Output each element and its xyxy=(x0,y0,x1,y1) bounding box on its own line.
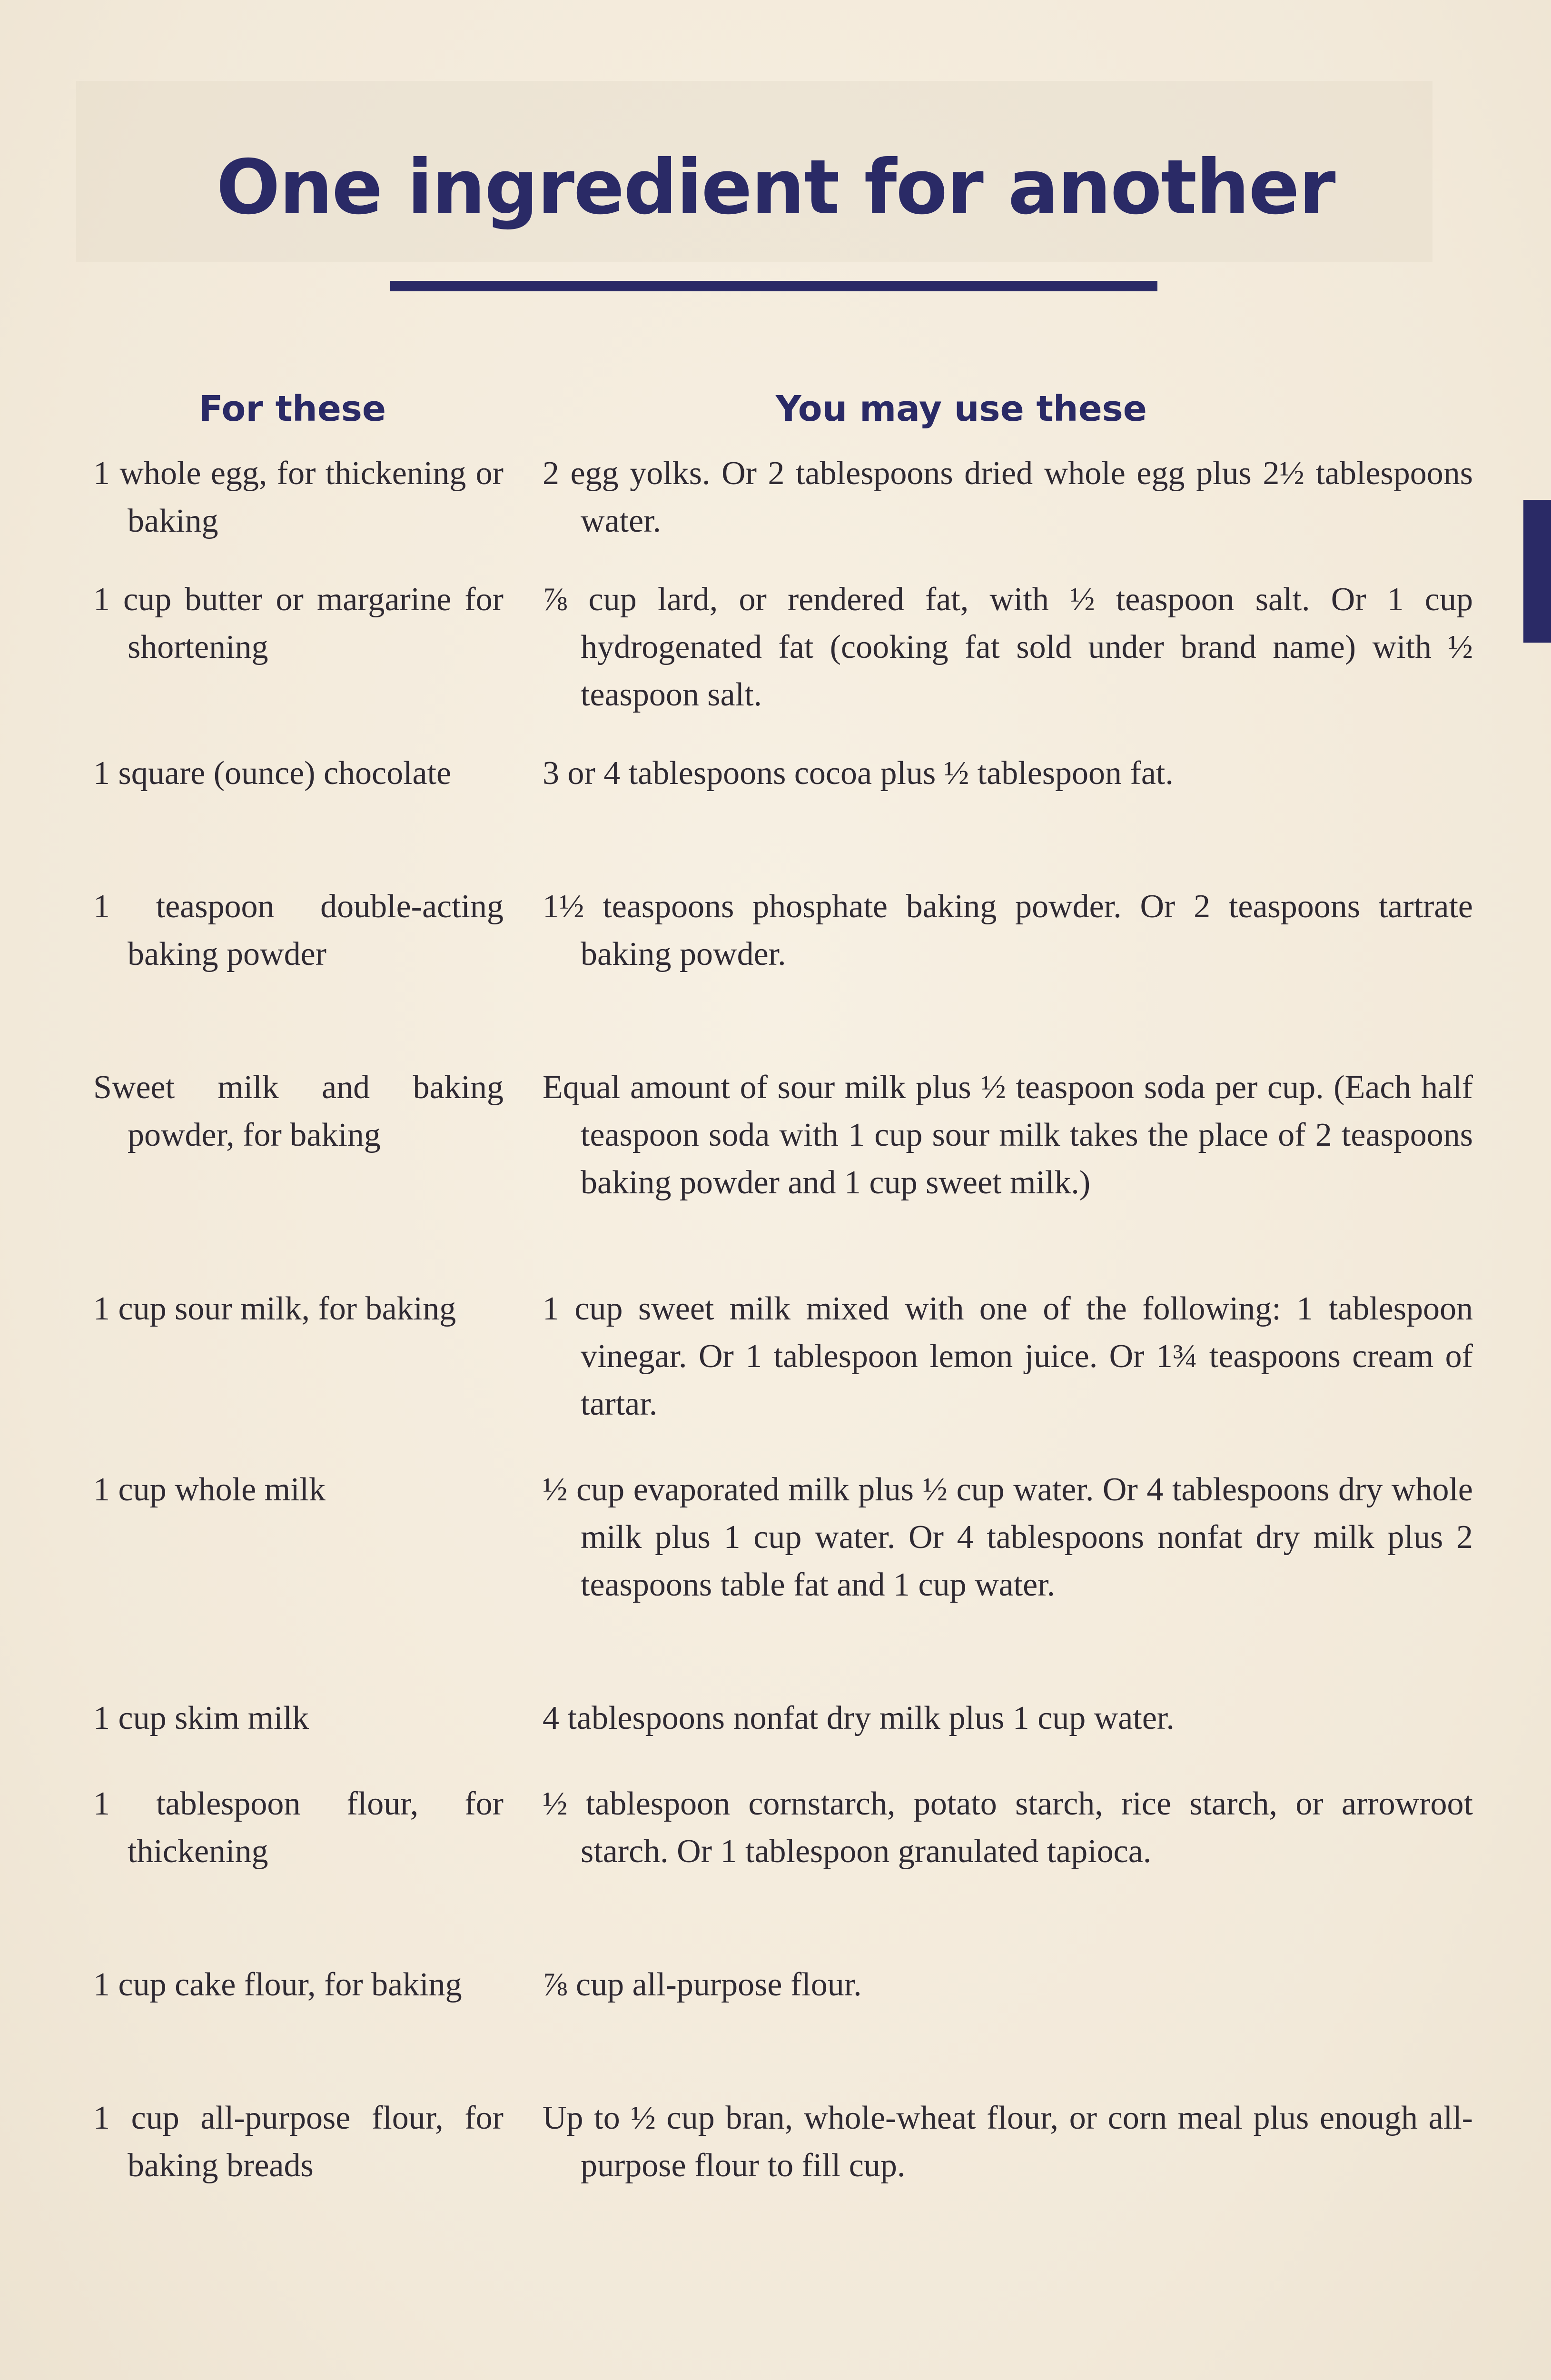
original-ingredient: Sweet milk and baking powder, for baking xyxy=(93,1069,504,1153)
column-header-for-these: For these xyxy=(199,388,386,429)
substitute-ingredient: 4 tablespoons nonfat dry milk plus 1 cup water. xyxy=(543,1700,1175,1736)
original-ingredient: 1 teaspoon double-acting baking powder xyxy=(93,888,504,972)
substitute-ingredient: 2 egg yolks. Or 2 tablespoons dried whole egg plus 2½ tablespoons water. xyxy=(543,455,1473,539)
substitute-ingredient: ½ cup evaporated milk plus ½ cup water. Or 4 tablespoons dry whole milk plus 1 cup water. Or 4 tablespoons nonfat dry milk plus 2 teaspoons table fat and 1 cup water. xyxy=(543,1471,1473,1603)
original-ingredient: 1 cup whole milk xyxy=(93,1471,326,1508)
original-ingredient: 1 cup skim milk xyxy=(93,1700,309,1736)
page-title: One ingredient for another xyxy=(216,144,1335,231)
substitute-ingredient: 3 or 4 tablespoons cocoa plus ½ tablespoon fat. xyxy=(543,755,1174,792)
substitute-ingredient: 1 cup sweet milk mixed with one of the following: 1 tablespoon vinegar. Or 1 tablespoon lemon juice. Or 1¾ teaspoons cream of tartar. xyxy=(543,1290,1473,1422)
title-underline xyxy=(390,281,1157,291)
substitute-ingredient: 1½ teaspoons phosphate baking powder. Or 2 teaspoons tartrate baking powder. xyxy=(543,888,1473,972)
substitute-ingredient: ⅞ cup all-purpose flour. xyxy=(543,1966,862,2003)
page-edge-tab xyxy=(1523,500,1551,643)
substitute-ingredient: ⅞ cup lard, or rendered fat, with ½ teaspoon salt. Or 1 cup hydrogenated fat (cooking fat sold under brand name) with ½ teaspoon salt. xyxy=(543,581,1473,713)
original-ingredient: 1 cup cake flour, for baking xyxy=(93,1966,462,2003)
original-ingredient: 1 cup sour milk, for baking xyxy=(93,1290,456,1327)
original-ingredient: 1 square (ounce) chocolate xyxy=(93,755,452,792)
column-header-you-may-use: You may use these xyxy=(776,388,1147,429)
substitute-ingredient: ½ tablespoon cornstarch, potato starch, rice starch, or arrowroot starch. Or 1 tablespoon granulated tapioca. xyxy=(543,1785,1473,1870)
original-ingredient: 1 cup butter or margarine for shortening xyxy=(93,581,504,665)
substitute-ingredient: Equal amount of sour milk plus ½ teaspoon soda per cup. (Each half teaspoon soda with 1 cup sour milk takes the place of 2 teaspoons baking powder and 1 cup sweet milk.) xyxy=(543,1069,1473,1201)
original-ingredient: 1 cup all-purpose flour, for baking breads xyxy=(93,2100,504,2184)
original-ingredient: 1 tablespoon flour, for thickening xyxy=(93,1785,504,1870)
substitute-ingredient: Up to ½ cup bran, whole-wheat flour, or corn meal plus enough all-purpose flour to fill cup. xyxy=(543,2100,1473,2184)
original-ingredient: 1 whole egg, for thickening or baking xyxy=(93,455,504,539)
